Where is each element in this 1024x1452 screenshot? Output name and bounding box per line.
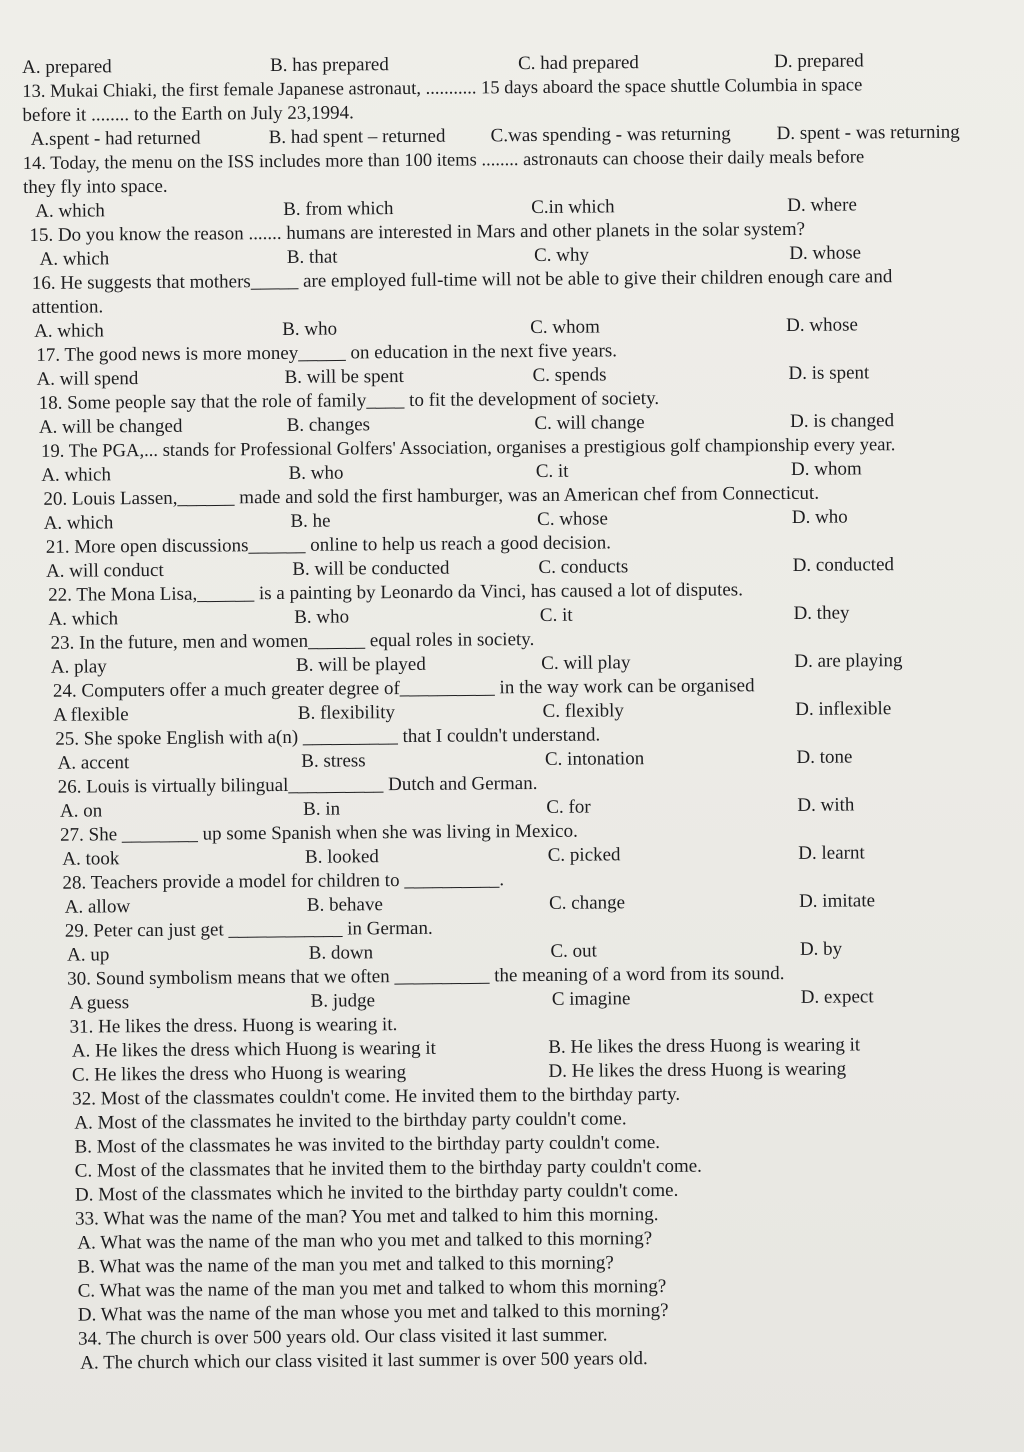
option-b: B. had spent – returned [268, 125, 446, 149]
option-c: C.in which [531, 196, 615, 219]
question-text: 33. What was the name of the man? You met and talked to him this morning. [75, 1204, 659, 1230]
option-b: B. flexibility [297, 702, 396, 724]
option-b: B. stress [301, 750, 366, 772]
option-a: A. which [35, 200, 105, 222]
option-c: C imagine [551, 988, 631, 1010]
question-30 [29, 960, 1024, 1016]
question-text: attention. [31, 296, 104, 318]
option-b: B. in [303, 798, 341, 820]
question-19 [25, 432, 1020, 488]
question-25 [27, 720, 1022, 776]
question-text: 20. Louis Lassen,______ made and sold the first hamburger, was an American chef from Connecticut. [43, 482, 820, 510]
question-text: 31. He likes the dress. Huong is wearing it. [69, 1014, 398, 1038]
option-b: B. He likes the dress Huong is wearing it [548, 1034, 861, 1058]
option-a: A. will spend [36, 368, 139, 390]
question-text: 24. Computers offer a much greater degree of__________ in the way work can be organised [52, 675, 755, 702]
option-c: C. it [539, 604, 573, 626]
option-c: C. Most of the classmates that he invited them to the birthday party couldn't come. [74, 1155, 702, 1182]
question-31 [30, 1008, 1024, 1088]
question-26 [28, 768, 1023, 824]
question-text: 13. Mukai Chiaki, the first female Japanese astronaut, ........... 15 days aboard the space shuttle Columbia in space [22, 75, 863, 102]
option-c: C. why [534, 244, 590, 266]
option-a: A. play [50, 656, 107, 678]
option-b: B. will be played [295, 653, 426, 676]
option-d: D. inflexible [795, 698, 892, 720]
question-20 [25, 480, 1020, 536]
option-c: C. picked [547, 844, 621, 866]
question-18 [25, 384, 1020, 440]
option-b: B. judge [310, 990, 376, 1012]
option-c: C. change [548, 892, 626, 914]
question-22 [26, 576, 1021, 632]
option-b: B. from which [283, 198, 394, 220]
question-15 [23, 216, 1018, 272]
option-d: D. is changed [790, 410, 895, 432]
question-17 [24, 336, 1019, 392]
option-b: B. changes [286, 414, 371, 436]
question-text: 17. The good news is more money_____ on education in the next five years. [36, 340, 618, 366]
question-text: 23. In the future, men and women______ equal roles in society. [50, 628, 535, 654]
option-a: A. prepared [22, 56, 112, 78]
option-a: A. up [66, 944, 110, 966]
question-13 [22, 72, 1018, 152]
question-27 [28, 816, 1023, 872]
option-c: C. whose [537, 508, 608, 530]
question-sheet [22, 48, 1024, 1376]
option-a: A. which [34, 320, 104, 342]
option-d: D. they [793, 602, 850, 624]
option-a: A guess [69, 992, 130, 1014]
option-a: A. allow [64, 896, 131, 918]
option-d: D. Most of the classmates which he invited to the birthday party couldn't come. [74, 1179, 679, 1206]
option-c: C.was spending - was returning [490, 123, 731, 147]
option-d: D. whom [790, 458, 862, 480]
option-c: C. will play [541, 652, 631, 674]
option-d: D. is spent [788, 362, 870, 384]
option-a: A. which [39, 248, 110, 270]
option-d: D. prepared [773, 50, 864, 73]
question-16 [24, 264, 1020, 344]
question-text: 30. Sound symbolism means that we often __________ the meaning of a word from its sound. [67, 963, 785, 990]
question-text: 22. The Mona Lisa,______ is a painting by Leonardo da Vinci, has caused a lot of disputes. [48, 579, 743, 606]
option-d: D. learnt [798, 842, 865, 864]
option-c: C. out [550, 940, 597, 962]
option-b: B. What was the name of the man you met and talked to this morning? [77, 1252, 614, 1278]
option-b: B. will be conducted [292, 557, 450, 580]
question-29 [29, 912, 1024, 968]
option-c: C. for [546, 796, 591, 818]
option-b: B. that [286, 246, 338, 268]
question-text: 25. She spoke English with a(n) __________ that I couldn't understand. [55, 724, 601, 750]
question-text: 15. Do you know the reason ....... humans are interested in Mars and other planets in the solar system? [29, 218, 806, 246]
question-28 [28, 864, 1023, 920]
option-c: C. intonation [544, 748, 645, 770]
option-a: A. will conduct [45, 559, 164, 582]
question-text: 26. Louis is virtually bilingual__________ Dutch and German. [57, 772, 538, 798]
question-text: 16. He suggests that mothers_____ are employed full-time will not be able to give their children enough care and [31, 266, 893, 294]
option-d: D. imitate [798, 890, 876, 912]
option-b: B. behave [306, 894, 383, 916]
option-d: D. who [791, 506, 848, 528]
option-b: B. who [282, 318, 338, 340]
question-14 [23, 144, 1019, 224]
option-c: C. had prepared [517, 52, 639, 75]
option-c: C. it [535, 460, 569, 482]
option-b: B. down [308, 942, 374, 964]
option-b: B. he [290, 510, 331, 532]
option-b: B. looked [304, 846, 379, 868]
option-c: C. flexibly [542, 700, 624, 722]
question-32 [30, 1080, 1024, 1208]
option-d: D. where [787, 194, 857, 216]
option-a: A. accent [57, 752, 130, 774]
option-c: C. conducts [538, 556, 629, 578]
option-c: C. He likes the dress who Huong is wearing [71, 1062, 407, 1086]
question-text: 34. The church is over 500 years old. Our class visited it last summer. [77, 1324, 608, 1350]
question-23 [27, 624, 1022, 680]
question-text: 21. More open discussions______ online to help us reach a good decision. [45, 532, 612, 558]
option-a: A. will be changed [38, 415, 183, 438]
question-text: 28. Teachers provide a model for children to __________. [62, 869, 505, 894]
option-a: A flexible [53, 704, 129, 726]
option-a: A. Most of the classmates he invited to the birthday party couldn't come. [74, 1108, 627, 1134]
option-d: D. What was the name of the man whose you met and talked to this morning? [77, 1299, 669, 1326]
option-b: B. who [288, 462, 344, 484]
option-d: D. spent - was returning [776, 121, 960, 145]
option-a: A. took [62, 848, 120, 870]
option-d: D. conducted [792, 554, 895, 576]
question-33 [31, 1200, 1024, 1328]
option-d: D. He likes the dress Huong is wearing [548, 1058, 847, 1082]
question-text: they fly into space. [22, 175, 168, 198]
option-b: B. who [294, 606, 350, 628]
option-b: B. Most of the classmates he was invited to the birthday party couldn't come. [74, 1132, 661, 1158]
option-d: D. are playing [794, 650, 903, 672]
option-a: A. which [43, 512, 114, 534]
option-c: C. whom [530, 316, 600, 339]
question-text: 14. Today, the menu on the ISS includes more than 100 items ........ astronauts can choose their daily meals before [22, 147, 865, 174]
option-d: D. whose [789, 242, 862, 264]
option-a: A. on [59, 800, 103, 822]
question-text: before it ........ to the Earth on July 23,1994. [22, 102, 354, 126]
option-a: A. which [41, 464, 112, 486]
option-c: C. What was the name of the man you met and talked to whom this morning? [77, 1275, 667, 1302]
question-24 [27, 672, 1022, 728]
question-text: 18. Some people say that the role of family____ to fit the development of society. [38, 388, 660, 414]
question-text: 19. The PGA,... stands for Professional Golfers' Association, organises a prestigious golf championship every year. [41, 434, 896, 462]
question-34 [32, 1320, 1024, 1376]
question-text: 29. Peter can just get ____________ in German. [64, 917, 433, 942]
option-c: C. will change [534, 412, 645, 434]
question-21 [26, 528, 1021, 584]
option-b: B. will be spent [284, 366, 404, 388]
option-b: B. has prepared [270, 54, 389, 77]
question-text: 32. Most of the classmates couldn't come. He invited them to the birthday party. [72, 1083, 681, 1110]
option-a: A. The church which our class visited it last summer is over 500 years old. [80, 1348, 648, 1374]
option-d: D. by [799, 938, 843, 960]
option-a: A.spent - had returned [30, 127, 201, 150]
option-a: A. What was the name of the man who you met and talked to this morning? [77, 1228, 653, 1254]
question-text: 27. She ________ up some Spanish when she was living in Mexico. [60, 820, 578, 846]
option-d: D. whose [786, 314, 859, 337]
option-a: A. He likes the dress which Huong is wearing it [71, 1037, 436, 1062]
option-d: D. tone [796, 746, 853, 768]
option-a: A. which [48, 608, 119, 630]
option-d: D. expect [800, 986, 874, 1008]
option-d: D. with [797, 794, 855, 816]
option-c: C. spends [532, 364, 607, 386]
